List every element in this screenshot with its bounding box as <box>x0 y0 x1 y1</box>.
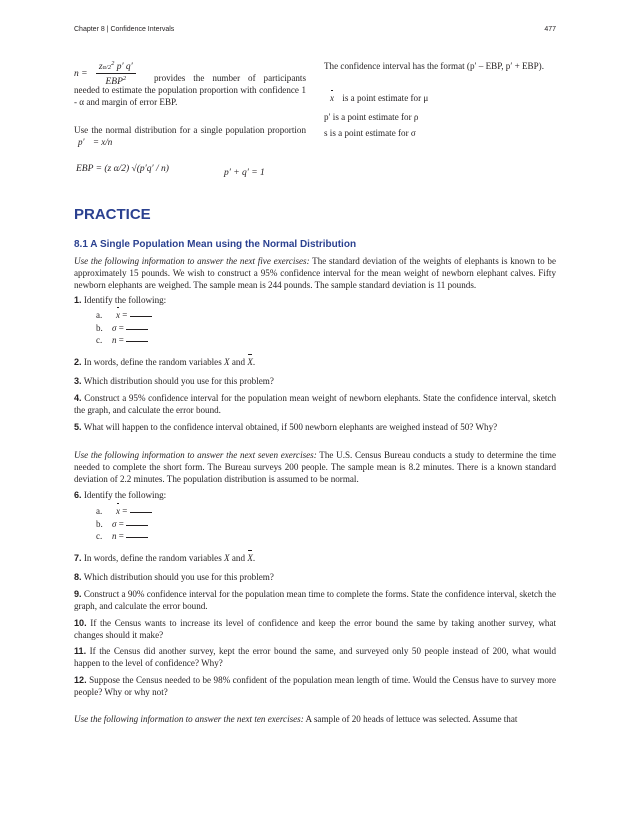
ebp-formula: EBP = (z α/2) √(p′q′ / n) <box>76 164 169 174</box>
info-block-1: Use the following information to answer the next five exercises: The standard deviation of the weights of elephants is known to be approximately 15 pounds. We wish to construct a 95% confidence interval for the mean weight of newborn elephant calves. Fifty newborn elephants are weighed. The sample mean is 244 pounds. The sample standard deviation is 11 pounds. <box>74 256 557 290</box>
pprime-estimate-line: p′ is a point estimate for ρ <box>324 112 419 122</box>
s-estimate-line: s is a point estimate for σ <box>324 128 416 138</box>
practice-heading: PRACTICE <box>74 206 151 223</box>
q6-item-a: a. x = <box>96 505 152 517</box>
question-12: 12. Suppose the Census needed to be 98% confident of the population mean length of time. Would the Census have to survey more people? Why or why not? <box>74 675 556 697</box>
question-8: 8. Which distribution should you use for this problem? <box>74 572 274 582</box>
q6-item-b: b. σ = <box>96 518 148 530</box>
pq-sum-formula: p′ + q′ = 1 <box>224 168 265 178</box>
info-block-2: Use the following information to answer the next seven exercises: The U.S. Census Bureau conducts a study to determine the time needed to complete the short form. The Bureau surveys 200 people. The sample mean is 8.2 minutes. There is a known standard deviation of 2.2 minutes. The population distribution is assumed to be normal. <box>74 450 556 484</box>
question-10: 10. If the Census wants to increase its level of confidence and keep the error bound the same by taking another survey, what changes should it make? <box>74 618 557 640</box>
q1-item-b: b. σ = <box>96 322 148 334</box>
info-block-3: Use the following information to answer the next ten exercises: A sample of 20 heads of lettuce was selected. Assume that <box>74 714 518 724</box>
sample-size-formula: n = $\frac{z\alpha/2^2 p' q'}{EBP^2}$ <box>74 60 136 87</box>
sample-size-description: provides the number of participants needed to estimate the population proportion with confidence 1 - α and margin of error EBP. <box>74 73 306 107</box>
question-11: 11. If the Census did another survey, kept the error bound the same, and surveyed only 50 people instead of 200, what would happen to the level of confidence? Why? <box>74 646 556 668</box>
question-6: 6. Identify the following: <box>74 490 167 500</box>
ci-format-text: The confidence interval has the format (p′ – EBP, p′ + EBP). <box>324 61 544 71</box>
question-1: 1. Identify the following: <box>74 295 167 305</box>
question-9: 9. Construct a 90% confidence interval for the population mean time to complete the forms. State the confidence interval, sketch the graph, and calculate the error bound. <box>74 589 556 611</box>
question-3: 3. Which distribution should you use for this problem? <box>74 376 274 386</box>
q6-item-c: c. n = <box>96 530 148 542</box>
question-4: 4. Construct a 95% confidence interval for the population mean weight of newborn elephants. State the confidence interval, sketch the graph, and calculate the error bound. <box>74 393 556 415</box>
question-7: 7. In words, define the random variables X and X. <box>74 553 256 563</box>
normal-distribution-note: Use the normal distribution for a single population proportion p′ = x/n <box>74 125 306 147</box>
xbar-estimate-line: x is a point estimate for μ <box>330 93 429 103</box>
page-number: 477 <box>544 26 556 33</box>
running-header: Chapter 8 | Confidence Intervals <box>74 26 175 33</box>
section-heading: 8.1 A Single Population Mean using the Normal Distribution <box>74 239 357 250</box>
question-5: 5. What will happen to the confidence interval obtained, if 500 newborn elephants are weighed instead of 50? Why? <box>74 422 498 432</box>
q1-item-c: c. n = <box>96 334 148 346</box>
q1-item-a: a. x = <box>96 309 152 321</box>
question-2: 2. In words, define the random variables X and X. <box>74 357 256 367</box>
